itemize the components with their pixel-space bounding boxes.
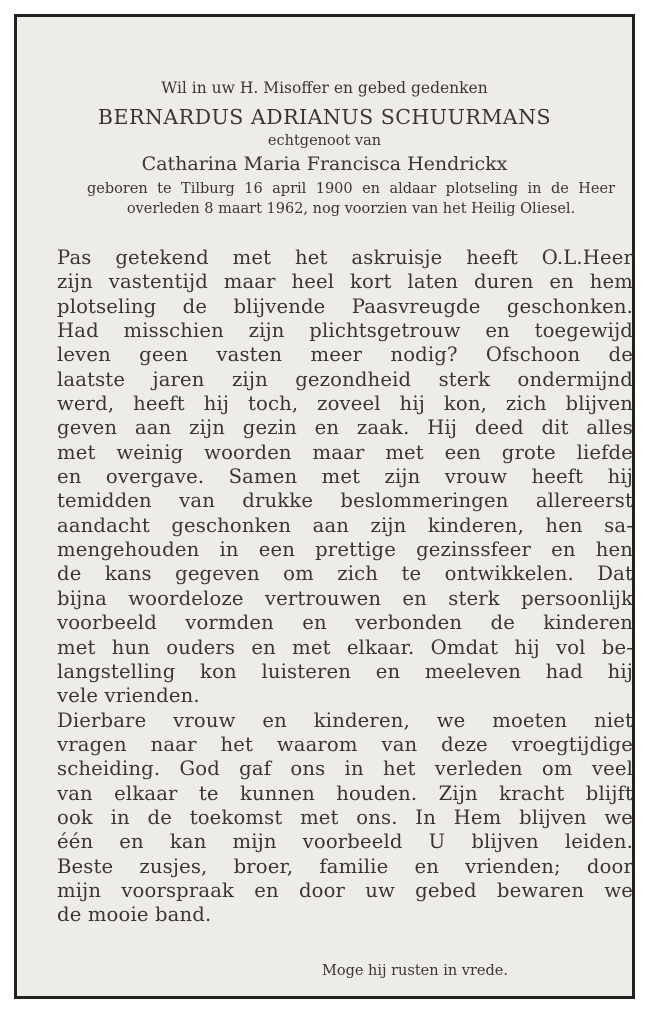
text-line: scheiding. God gaf ons in het verleden om veel xyxy=(57,757,633,781)
text-line: de mooie band. xyxy=(57,903,212,927)
deceased-name: BERNARDUS ADRIANUS SCHUURMANS xyxy=(97,105,552,129)
text-line: Dierbare vrouw en kinderen, we moeten niet xyxy=(57,708,633,732)
memorial-text xyxy=(57,246,633,928)
text-line: zijn vastentijd maar heel kort laten duren en hem xyxy=(57,270,633,294)
text-line: ook in de toekomst met ons. In Hem blijven we xyxy=(57,805,633,829)
text-line: Beste zusjes, broer, familie en vrienden; door xyxy=(57,854,633,878)
spouse-name: Catharina Maria Francisca Hendrickx xyxy=(141,153,508,175)
text-line: langstelling kon luisteren en meeleven had hij xyxy=(57,659,633,683)
birth-death-details xyxy=(87,179,615,219)
text-line: en overgave. Samen met zijn vrouw heeft hij xyxy=(57,465,633,489)
text-line: de kans gegeven om zich te ontwikkelen. Dat xyxy=(57,562,633,586)
text-line: mijn voorspraak en door uw gebed bewaren we xyxy=(57,878,633,902)
text-line: voorbeeld vormden en verbonden de kinderen xyxy=(57,611,633,635)
text-line: vragen naar het waarom van deze vroegtijdige xyxy=(57,732,633,756)
text-line: plotseling de blijvende Paasvreugde geschonken. xyxy=(57,294,633,318)
details-line: geboren te Tilburg 16 april 1900 en aldaar plotseling xyxy=(87,181,519,197)
details-line: in de Heer overleden 8 maart 1962, nog voorzien van xyxy=(126,181,616,217)
text-line: laatste jaren zijn gezondheid sterk ondermijnd xyxy=(57,367,633,391)
text-line: één en kan mijn voorbeeld U blijven leiden. xyxy=(57,830,633,854)
text-line: met hun ouders en met elkaar. Omdat hij vol be- xyxy=(57,635,633,659)
details-line: het Heilig Oliesel. xyxy=(442,201,576,217)
text-line: leven geen vasten meer nodig? Ofschoon de xyxy=(57,343,633,367)
text-line: bijna woordeloze vertrouwen en sterk persoonlijk xyxy=(57,586,633,610)
text-line: vele vrienden. xyxy=(57,684,200,708)
text-line: temidden van drukke beslommeringen allereerst xyxy=(57,489,633,513)
closing-line: Moge hij rusten in vrede. xyxy=(322,963,508,979)
intro-line: Wil in uw H. Misoffer en gebed gedenken xyxy=(161,79,488,97)
text-line: werd, heeft hij toch, zoveel hij kon, zich blijven xyxy=(57,392,633,416)
text-line: mengehouden in een prettige gezinssfeer en hen xyxy=(57,538,633,562)
text-line: met weinig woorden maar met een grote liefde xyxy=(57,440,633,464)
text-line: Had misschien zijn plichtsgetrouw en toegewijd xyxy=(57,319,633,343)
text-line: van elkaar te kunnen houden. Zijn kracht blijft xyxy=(57,781,633,805)
memorial-card xyxy=(14,14,635,999)
text-line: aandacht geschonken aan zijn kinderen, hen sa- xyxy=(57,513,633,537)
text-line: geven aan zijn gezin en zaak. Hij deed dit alles xyxy=(57,416,633,440)
text-line: Pas getekend met het askruisje heeft O.L.Heer xyxy=(57,246,633,269)
spouse-label: echtgenoot van xyxy=(267,133,382,149)
